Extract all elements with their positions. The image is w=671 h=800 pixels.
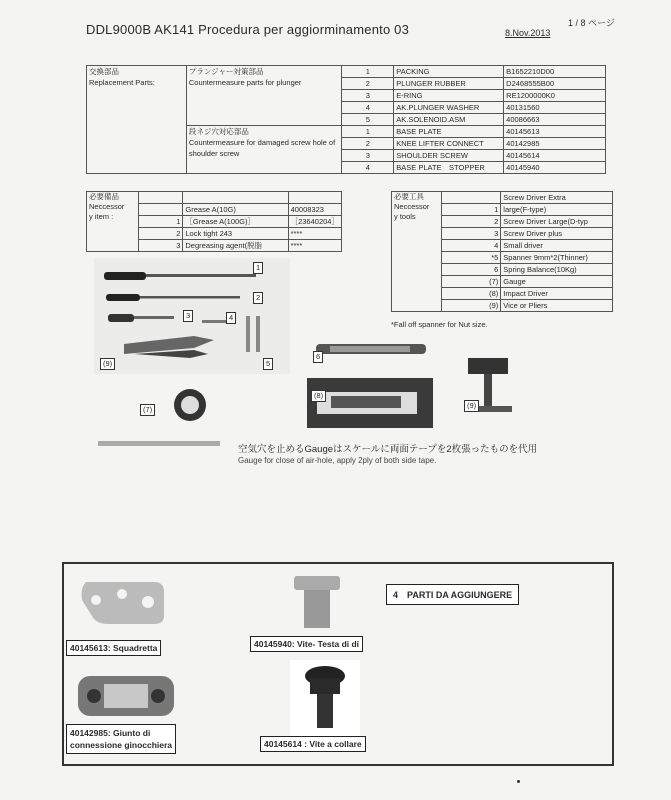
label-en: y tools <box>394 212 416 221</box>
tool-name: Vice or Pliers <box>501 300 613 312</box>
photo-label-2: 2 <box>253 292 263 304</box>
new-parts-box <box>62 562 614 766</box>
knee-lifter-connect-image <box>74 668 178 724</box>
item-no: 2 <box>138 228 183 240</box>
part-name: BASE PLATE <box>394 126 504 138</box>
part-no: 4 <box>342 102 394 114</box>
item-code: **** <box>288 228 341 240</box>
part-label-40142985 <box>66 724 176 754</box>
part-code: 40142985 <box>504 138 606 150</box>
tool-name: Screw Driver Large(D-typ <box>501 216 613 228</box>
part-no: 1 <box>342 126 394 138</box>
tool-no: 6 <box>441 264 500 276</box>
tool-name: Screw Driver plus <box>501 228 613 240</box>
necessary-items-table <box>86 191 342 252</box>
document-date: 8.Nov.2013 <box>505 28 551 38</box>
photo-label-4: 4 <box>226 312 236 324</box>
part-no: 5 <box>342 114 394 126</box>
item-code: ［23640204］ <box>288 216 341 228</box>
item-name: Lock tight 243 <box>183 228 288 240</box>
new-parts-heading: 4 PARTI DA AGGIUNGERE <box>386 584 519 605</box>
tool-name: large(F-type) <box>501 204 613 216</box>
gauge-caption-en: Gauge for close of air-hole, apply 2ply of both side tape. <box>238 456 437 465</box>
part-code: 40145940 <box>504 162 606 174</box>
label-en: Neccessor <box>394 202 430 211</box>
label-en: Replacement Parts: <box>89 78 155 87</box>
part-no: 2 <box>342 78 394 90</box>
photo-label-6: 6 <box>313 351 323 363</box>
part-code: 40145613 <box>504 126 606 138</box>
necessary-tools-table <box>391 191 613 312</box>
part-code: 40131560 <box>504 102 606 114</box>
scan-dot <box>517 780 520 783</box>
part-label-40145613: 40145613: Squadretta <box>66 640 161 656</box>
replacement-parts-table <box>86 65 606 174</box>
part-name: SHOULDER SCREW <box>394 150 504 162</box>
tool-name: Spring Balance(10Kg) <box>501 264 613 276</box>
part-name: BASE PLATE STOPPER <box>394 162 504 174</box>
part-code: 40145614 <box>504 150 606 162</box>
tools-label <box>392 192 442 312</box>
part-name: KNEE LIFTER CONNECT <box>394 138 504 150</box>
part-code: B1652210D00 <box>504 66 606 78</box>
part-name: AK.SOLENOID.ASM <box>394 114 504 126</box>
tool-name: Impact Driver <box>501 288 613 300</box>
photo-label-9b: (9) <box>464 400 479 412</box>
photo-label-8: (8) <box>311 390 326 402</box>
gauge-caption-jp: 空気穴を止めるGaugeはスケールに両面テープを2枚張ったものを代用 <box>238 444 538 455</box>
part-code: 40086663 <box>504 114 606 126</box>
group-label-en: Countermeasure for damaged screw hole of shoulder screw <box>188 138 336 158</box>
table-row <box>392 192 613 204</box>
replacement-parts-label <box>87 66 187 174</box>
part-label-40145940: 40145940: Vite- Testa di di <box>250 636 363 652</box>
item-name: Grease A(10G) <box>183 204 288 216</box>
spring-balance-photo <box>310 338 438 362</box>
part-no: 2 <box>342 138 394 150</box>
part-name: AK.PLUNGER WASHER <box>394 102 504 114</box>
impact-driver-photo <box>307 378 433 428</box>
label-jp: 必要工具 <box>394 192 424 201</box>
group-label-jp: プランジャー対策部品 <box>188 67 264 76</box>
photo-label-1: 1 <box>253 262 263 274</box>
part-name: PACKING <box>394 66 504 78</box>
group-shoulder-screw <box>186 126 342 174</box>
tool-no: 4 <box>441 240 500 252</box>
group-label-jp: 段ネジ穴対応部品 <box>188 127 249 136</box>
photo-label-3: 3 <box>183 310 193 322</box>
part-no: 3 <box>342 90 394 102</box>
tool-name: Small driver <box>501 240 613 252</box>
part-name: E-RING <box>394 90 504 102</box>
item-code: 40008323 <box>288 204 341 216</box>
tool-name: Spanner 9mm*2(Thinner) <box>501 252 613 264</box>
tool-no: (8) <box>441 288 500 300</box>
part-code: D2468555B00 <box>504 78 606 90</box>
gauge-photo <box>98 385 220 457</box>
item-no: 3 <box>138 240 183 252</box>
item-no: 1 <box>138 216 183 228</box>
table-row <box>87 66 606 78</box>
document-title: DDL9000B AK141 Procedura per aggiorminamento 03 <box>86 22 410 37</box>
item-name: Degreasing agent(脱脂 <box>183 240 288 252</box>
table-row <box>87 192 342 204</box>
part-label-40145614: 40145614 : Vite a collare <box>260 736 366 752</box>
tool-no: (7) <box>441 276 500 288</box>
part-name: PLUNGER RUBBER <box>394 78 504 90</box>
tool-no: (9) <box>441 300 500 312</box>
part-no: 1 <box>342 66 394 78</box>
item-no <box>138 204 183 216</box>
label-en: Neccessor <box>89 202 125 211</box>
item-code: **** <box>288 240 341 252</box>
base-plate-image <box>78 576 166 628</box>
photo-label-5: 5 <box>263 358 273 370</box>
item-no <box>138 192 183 204</box>
part-label-line: connessione ginocchiera <box>70 740 173 750</box>
photo-label-9a: (9) <box>100 358 115 370</box>
item-code <box>288 192 341 204</box>
part-no: 4 <box>342 162 394 174</box>
tool-no: 1 <box>441 204 500 216</box>
spanner-note: *Fall off spanner for Nut size. <box>391 320 488 329</box>
label-en: y item : <box>89 212 114 221</box>
label-jp: 交換部品 <box>89 67 119 76</box>
screw-stopper-image <box>292 574 342 630</box>
item-name: ［Grease A(100G)］ <box>183 216 288 228</box>
tool-name: Gauge <box>501 276 613 288</box>
tool-no <box>441 192 500 204</box>
tool-no: *5 <box>441 252 500 264</box>
page-indicator: 1 / 8 ページ <box>568 18 615 28</box>
tool-no: 3 <box>441 228 500 240</box>
part-code: RE1200000K0 <box>504 90 606 102</box>
part-no: 3 <box>342 150 394 162</box>
label-jp: 必要備品 <box>89 192 119 201</box>
part-label-line: 40142985: Giunto di <box>70 728 151 738</box>
group-label-en: Countermeasure parts for plunger <box>188 78 302 87</box>
tool-name: Screw Driver Extra <box>501 192 613 204</box>
item-name <box>183 192 288 204</box>
items-label <box>87 192 139 252</box>
tool-no: 2 <box>441 216 500 228</box>
shoulder-screw-image <box>290 660 360 736</box>
group-plunger <box>186 66 342 126</box>
photo-label-7: (7) <box>140 404 155 416</box>
